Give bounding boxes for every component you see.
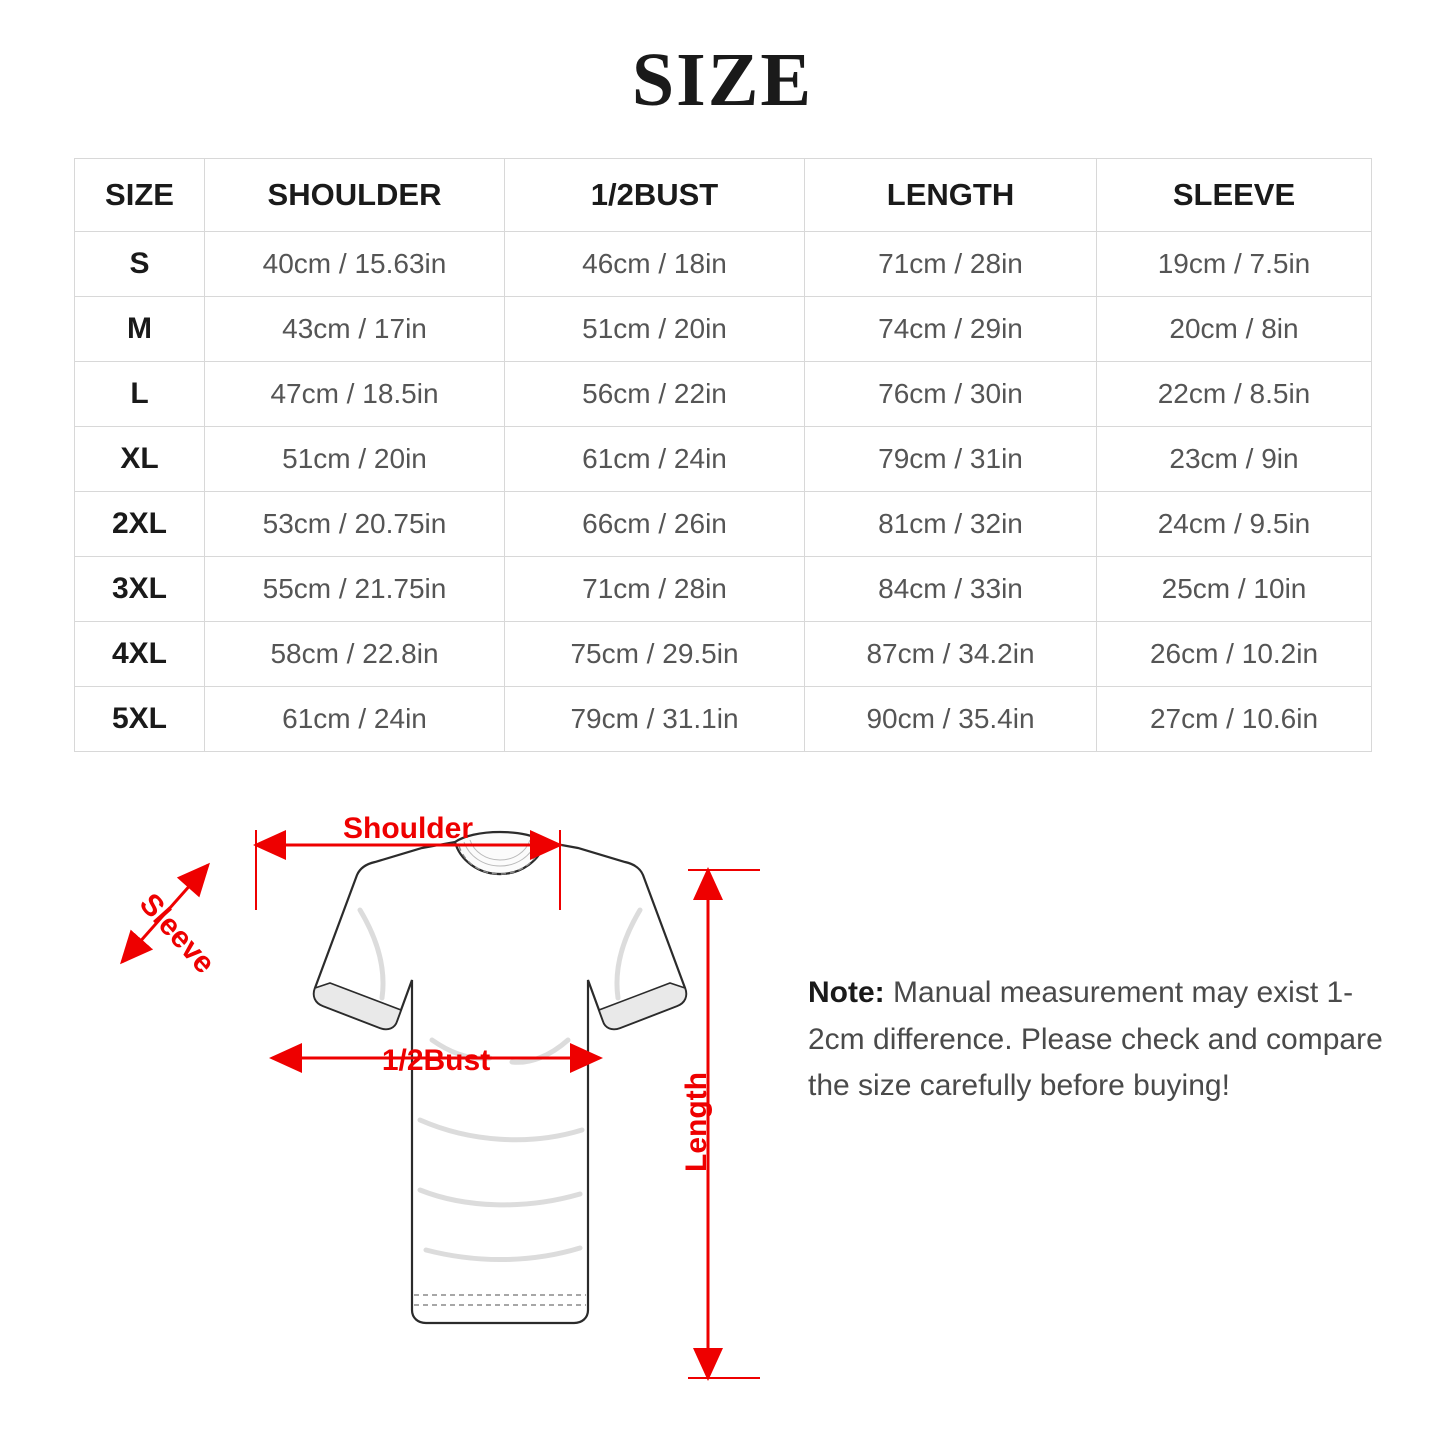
tshirt-illustration — [314, 832, 686, 1323]
cell-length: 81cm / 32in — [805, 492, 1097, 557]
cell-shoulder: 61cm / 24in — [205, 687, 505, 752]
bust-label: 1/2Bust — [381, 1044, 491, 1077]
column-header-shoulder: SHOULDER — [205, 159, 505, 232]
cell-length: 76cm / 30in — [805, 362, 1097, 427]
page-title: SIZE — [631, 38, 814, 122]
cell-sleeve: 20cm / 8in — [1097, 297, 1372, 362]
cell-size: 2XL — [75, 492, 205, 557]
cell-bust: 66cm / 26in — [505, 492, 805, 557]
cell-length: 74cm / 29in — [805, 297, 1097, 362]
cell-size: 4XL — [75, 622, 205, 687]
column-header-length: LENGTH — [805, 159, 1097, 232]
cell-bust: 61cm / 24in — [505, 427, 805, 492]
length-label: Length — [680, 1072, 713, 1172]
cell-length: 79cm / 31in — [805, 427, 1097, 492]
cell-shoulder: 58cm / 22.8in — [205, 622, 505, 687]
cell-sleeve: 24cm / 9.5in — [1097, 492, 1372, 557]
note-text: Manual measurement may exist 1-2cm difference. Please check and compare the size carefully before buying! — [808, 976, 1383, 1102]
table-row — [75, 492, 1372, 557]
cell-sleeve: 26cm / 10.2in — [1097, 622, 1372, 687]
cell-size: 3XL — [75, 557, 205, 622]
cell-bust: 56cm / 22in — [505, 362, 805, 427]
cell-size: L — [75, 362, 205, 427]
size-table-body — [75, 232, 1372, 752]
table-row — [75, 557, 1372, 622]
cell-length: 84cm / 33in — [805, 557, 1097, 622]
cell-shoulder: 55cm / 21.75in — [205, 557, 505, 622]
cell-shoulder: 40cm / 15.63in — [205, 232, 505, 297]
cell-size: M — [75, 297, 205, 362]
table-row — [75, 297, 1372, 362]
table-row — [75, 622, 1372, 687]
cell-bust: 79cm / 31.1in — [505, 687, 805, 752]
table-header-row — [75, 159, 1372, 232]
cell-sleeve: 19cm / 7.5in — [1097, 232, 1372, 297]
note-block — [808, 970, 1388, 1110]
cell-sleeve: 25cm / 10in — [1097, 557, 1372, 622]
cell-bust: 71cm / 28in — [505, 557, 805, 622]
sleeve-label: Sleeve — [132, 887, 222, 981]
table-row — [75, 362, 1372, 427]
cell-length: 87cm / 34.2in — [805, 622, 1097, 687]
table-row — [75, 427, 1372, 492]
cell-shoulder: 53cm / 20.75in — [205, 492, 505, 557]
cell-sleeve: 22cm / 8.5in — [1097, 362, 1372, 427]
cell-shoulder: 51cm / 20in — [205, 427, 505, 492]
cell-bust: 46cm / 18in — [505, 232, 805, 297]
cell-size: 5XL — [75, 687, 205, 752]
note-label: Note: — [808, 976, 885, 1009]
cell-bust: 51cm / 20in — [505, 297, 805, 362]
cell-shoulder: 43cm / 17in — [205, 297, 505, 362]
size-table — [74, 158, 1372, 752]
table-row — [75, 232, 1372, 297]
cell-shoulder: 47cm / 18.5in — [205, 362, 505, 427]
cell-length: 71cm / 28in — [805, 232, 1097, 297]
column-header-sleeve: SLEEVE — [1097, 159, 1372, 232]
cell-size: S — [75, 232, 205, 297]
cell-sleeve: 27cm / 10.6in — [1097, 687, 1372, 752]
size-table-head — [75, 159, 1372, 232]
cell-bust: 75cm / 29.5in — [505, 622, 805, 687]
cell-sleeve: 23cm / 9in — [1097, 427, 1372, 492]
column-header-size: SIZE — [75, 159, 205, 232]
cell-size: XL — [75, 427, 205, 492]
column-header-bust: 1/2BUST — [505, 159, 805, 232]
measurement-diagram — [60, 790, 780, 1420]
shoulder-label: Shoulder — [342, 812, 474, 845]
table-row — [75, 687, 1372, 752]
cell-length: 90cm / 35.4in — [805, 687, 1097, 752]
